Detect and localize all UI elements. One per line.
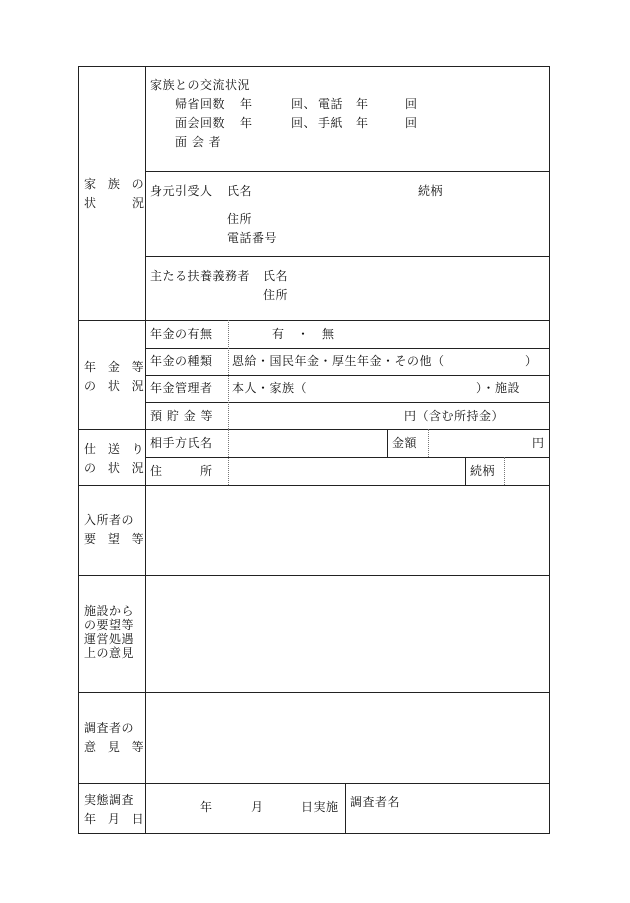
pension-manager-label: 年金管理者 [150, 381, 213, 395]
relation-value-divider [504, 457, 505, 485]
visit-year: 年 [240, 116, 253, 130]
row-divider [79, 485, 549, 486]
visit-label: 面会回数 [175, 116, 226, 130]
row-divider [79, 320, 549, 321]
guarantor-label: 身元引受人 [150, 184, 213, 198]
phone-label: 電話 [318, 97, 344, 111]
supporter-address-label: 住所 [263, 288, 289, 302]
kisei-count: 回、 [291, 97, 317, 111]
family-label-line1: 家 族 の [84, 177, 148, 191]
pension-type-value: 恩給・国民年金・厚生年金・その他（ [232, 354, 445, 368]
supporter-label: 主たる扶養義務者 [150, 269, 251, 283]
guarantor-relation-label: 続柄 [418, 184, 444, 198]
sub-row-divider [145, 171, 549, 172]
visit-count: 回、 [291, 116, 317, 130]
survey-label-line1: 実態調査 [84, 793, 135, 807]
investigator-opinion-label-line2: 意 見 等 [84, 740, 148, 754]
letter-year: 年 [356, 116, 369, 130]
facility-label-line1: 施設から [84, 604, 135, 618]
savings-label: 預 貯 金 等 [150, 409, 213, 423]
survey-day: 日実施 [301, 800, 339, 814]
guarantor-phone-label: 電話番号 [227, 231, 278, 245]
pension-label-divider [228, 320, 229, 429]
row-divider [79, 575, 549, 576]
row-divider [79, 783, 549, 784]
resident-wishes-label-line1: 入所者の [84, 513, 135, 527]
pension-type-close: ） [525, 354, 538, 368]
guarantor-name-label: 氏名 [227, 184, 253, 198]
relation-divider [465, 457, 466, 485]
sub-row-divider [145, 348, 549, 349]
facility-label-line2: の要望等 [84, 618, 135, 632]
investigator-name-label: 調査者名 [350, 795, 401, 809]
pension-type-label: 年金の種類 [150, 354, 213, 368]
remittance-relation-label: 続柄 [470, 464, 496, 478]
supporter-name-label: 氏名 [263, 269, 289, 283]
savings-value: 円（含む所持金） [404, 409, 505, 423]
facility-label-line3: 運営処遇 [84, 632, 135, 646]
remittance-label-line2: の 状 況 [84, 461, 148, 475]
phone-year: 年 [356, 97, 369, 111]
investigator-opinion-label-line1: 調査者の [84, 721, 135, 735]
remittance-label-line1: 仕 送 り [84, 442, 148, 456]
row-divider [79, 692, 549, 693]
exchange-title: 家族との交流状況 [150, 78, 251, 92]
survey-year: 年 [200, 800, 213, 814]
amount-divider [387, 429, 388, 457]
letter-label: 手紙 [318, 116, 344, 130]
resident-wishes-label-line2: 要 望 等 [84, 532, 148, 546]
amount-unit: 円 [532, 436, 545, 450]
letter-count: 回 [405, 116, 418, 130]
facility-label-line4: 上の意見 [84, 646, 135, 660]
sub-row-divider [145, 457, 549, 458]
sub-row-divider [145, 256, 549, 257]
amount-value-divider [428, 429, 429, 457]
kisei-year: 年 [240, 97, 253, 111]
pension-manager-close: ）・施設 [476, 381, 521, 395]
recipient-label: 相手方氏名 [150, 436, 213, 450]
row-divider [79, 429, 549, 430]
pension-label-line1: 年 金 等 [84, 360, 148, 374]
amount-label: 金額 [392, 436, 418, 450]
pension-manager-value: 本人・家族（ [232, 381, 308, 395]
survey-label-line2: 年 月 日 [84, 812, 148, 826]
family-label-line2: 状 況 [84, 196, 149, 210]
phone-count: 回 [405, 97, 418, 111]
survey-month: 月 [251, 800, 264, 814]
sub-row-divider [145, 402, 549, 403]
remittance-label-divider [228, 429, 229, 485]
pension-has-value: 有 ・ 無 [272, 327, 335, 341]
remittance-address-label: 住 所 [150, 464, 213, 478]
sub-row-divider [145, 375, 549, 376]
pension-label-line2: の 状 況 [84, 379, 148, 393]
form-table [78, 66, 550, 834]
kisei-label: 帰省回数 [175, 97, 226, 111]
visitor-label: 面 会 者 [175, 135, 222, 149]
guarantor-address-label: 住所 [227, 212, 253, 226]
survey-divider [345, 783, 346, 833]
pension-has-label: 年金の有無 [150, 327, 213, 341]
